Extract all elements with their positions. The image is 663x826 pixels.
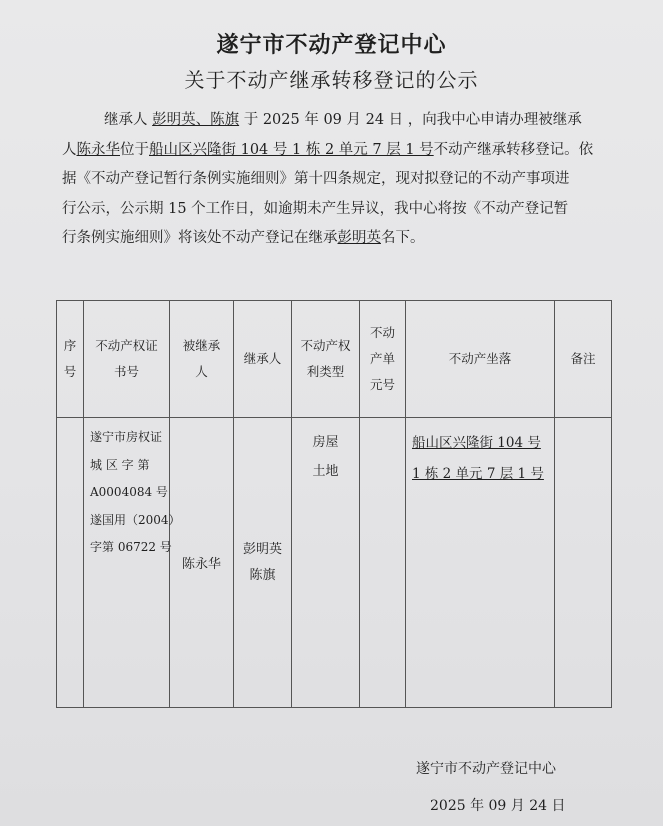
page-subtitle: 关于不动产继承转移登记的公示 [184, 68, 479, 92]
header-location: 不动产坐落 [406, 301, 555, 418]
deceased-name: 陈永华 [76, 141, 120, 158]
header-heir: 继承人 [234, 301, 292, 418]
cell-seq [57, 418, 84, 708]
header-right-type: 不动产权 利类型 [292, 301, 360, 418]
registration-table [56, 300, 612, 708]
signature-date: 2025 年 09 月 24 日 [430, 798, 566, 814]
notice-body [62, 106, 622, 254]
cell-cert-number: 遂宁市房权证 城 区 字 第 A0004084 号 遂国用（2004） 字第 06722 号 [84, 418, 170, 708]
cell-unit [360, 418, 406, 708]
property-address: 船山区兴隆街 104 号 1 栋 2 单元 7 层 1 号 [149, 141, 434, 158]
table-header-row [57, 301, 612, 418]
heirs-name: 彭明英、陈旗 [152, 112, 240, 128]
heir-named: 彭明英 [337, 230, 381, 246]
header-seq: 序 号 [57, 301, 84, 418]
cell-location: 船山区兴隆街 104 号 1 栋 2 单元 7 层 1 号 [406, 418, 555, 708]
cell-remark [555, 418, 612, 708]
header-remark: 备注 [555, 301, 612, 418]
header-cert: 不动产权证 书号 [84, 301, 170, 418]
header-unit: 不动 产单 元号 [360, 301, 406, 418]
body-line-3: 据《不动产登记暂行条例实施细则》第十四条规定，现对拟登记的不动产事项进 [62, 171, 570, 187]
header-deceased: 被继承 人 [170, 301, 234, 418]
cell-right-type: 房屋 土地 [292, 418, 360, 708]
body-line-2: 人陈永华位于船山区兴隆街 104 号 1 栋 2 单元 7 层 1 号不动产继承转移登记。依 [62, 141, 594, 158]
signature-org: 遂宁市不动产登记中心 [416, 761, 556, 777]
page-title: 遂宁市不动产登记中心 [216, 33, 447, 58]
body-line-5: 行条例实施细则》将该处不动产登记在继承彭明英名下。 [62, 230, 425, 246]
cell-heirs: 彭明英 陈旗 [234, 418, 292, 708]
table-row [57, 418, 612, 708]
body-line-4: 行公示，公示期 15 个工作日，如逾期未产生异议，我中心将按《不动产登记暂 [62, 200, 569, 217]
body-line-1: 继承人 彭明英、陈旗 于 2025 年 09 月 24 日 ，向我中心申请办理被继承 [104, 112, 582, 128]
cell-deceased: 陈永华 [170, 418, 234, 708]
